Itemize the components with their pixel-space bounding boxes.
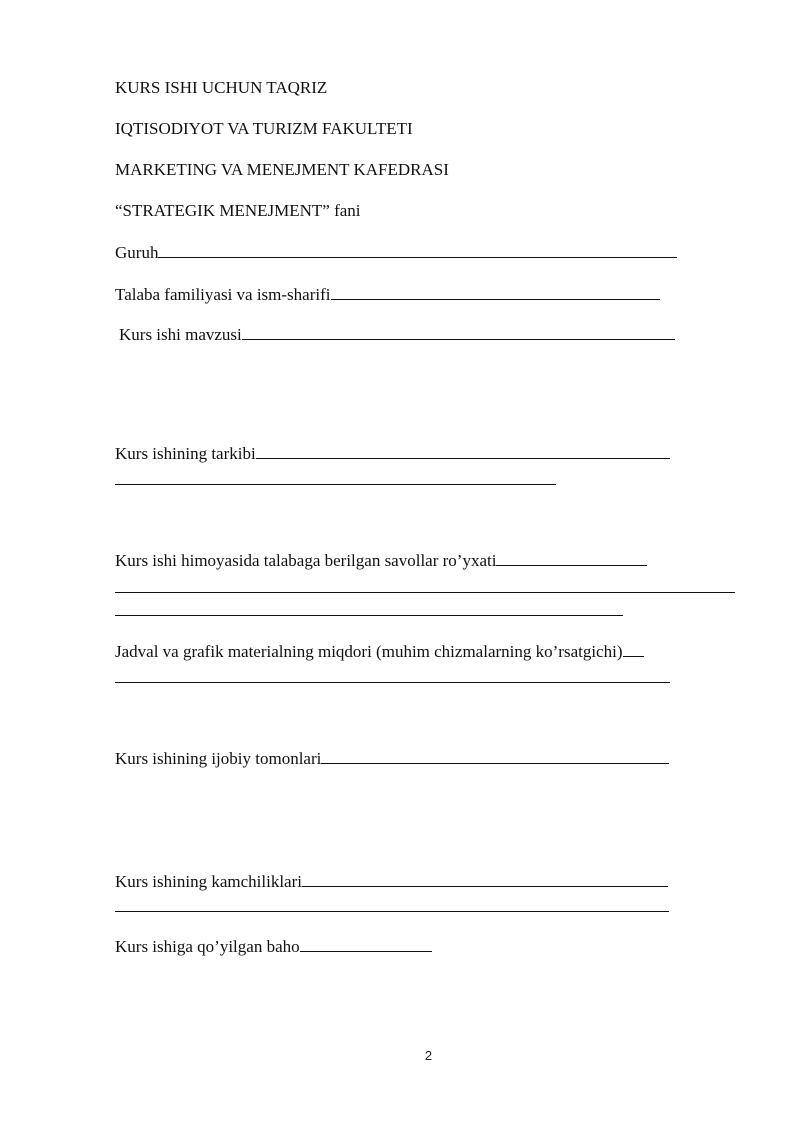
tables-row	[115, 641, 644, 662]
tables-blank-line-2[interactable]	[115, 682, 670, 683]
group-blank[interactable]	[158, 242, 677, 258]
structure-label: Kurs ishining tarkibi	[115, 444, 256, 463]
shortcomings-label: Kurs ishining kamchiliklari	[115, 872, 302, 891]
department-name: MARKETING VA MENEJMENT KAFEDRASI	[115, 160, 449, 179]
questions-blank[interactable]	[496, 550, 647, 566]
positives-blank[interactable]	[321, 748, 669, 764]
tables-blank[interactable]	[623, 641, 644, 657]
structure-blank-line-2[interactable]	[115, 484, 556, 485]
shortcomings-row	[115, 871, 668, 892]
student-blank[interactable]	[331, 284, 660, 300]
questions-blank-line-3[interactable]	[115, 615, 623, 616]
page-number: 2	[424, 1048, 433, 1063]
grade-blank[interactable]	[300, 936, 432, 952]
structure-blank[interactable]	[256, 443, 670, 459]
questions-blank-line-2[interactable]	[115, 592, 735, 593]
subject-name: “STRATEGIK MENEJMENT” fani	[115, 201, 361, 220]
student-row	[115, 284, 660, 305]
group-label: Guruh	[115, 243, 159, 262]
shortcomings-blank-line-2[interactable]	[115, 911, 669, 912]
tables-label: Jadval va grafik materialning miqdori (muhim chizmalarning ko’rsatgichi)	[115, 642, 623, 661]
group-row	[115, 242, 677, 263]
shortcomings-blank[interactable]	[302, 871, 668, 887]
questions-row	[115, 550, 647, 571]
faculty-name: IQTISODIYOT VA TURIZM FAKULTETI	[115, 119, 413, 138]
questions-label: Kurs ishi himoyasida talabaga berilgan savollar ro’yxati	[115, 551, 497, 570]
form-title: KURS ISHI UCHUN TAQRIZ	[115, 78, 328, 97]
topic-blank[interactable]	[242, 324, 675, 340]
grade-row	[115, 936, 432, 957]
topic-label: Kurs ishi mavzusi	[119, 325, 242, 344]
grade-label: Kurs ishiga qo’yilgan baho	[115, 937, 300, 956]
positives-row	[115, 748, 669, 769]
structure-row	[115, 443, 670, 464]
positives-label: Kurs ishining ijobiy tomonlari	[115, 749, 322, 768]
student-label: Talaba familiyasi va ism-sharifi	[115, 285, 331, 304]
topic-row	[119, 324, 675, 345]
